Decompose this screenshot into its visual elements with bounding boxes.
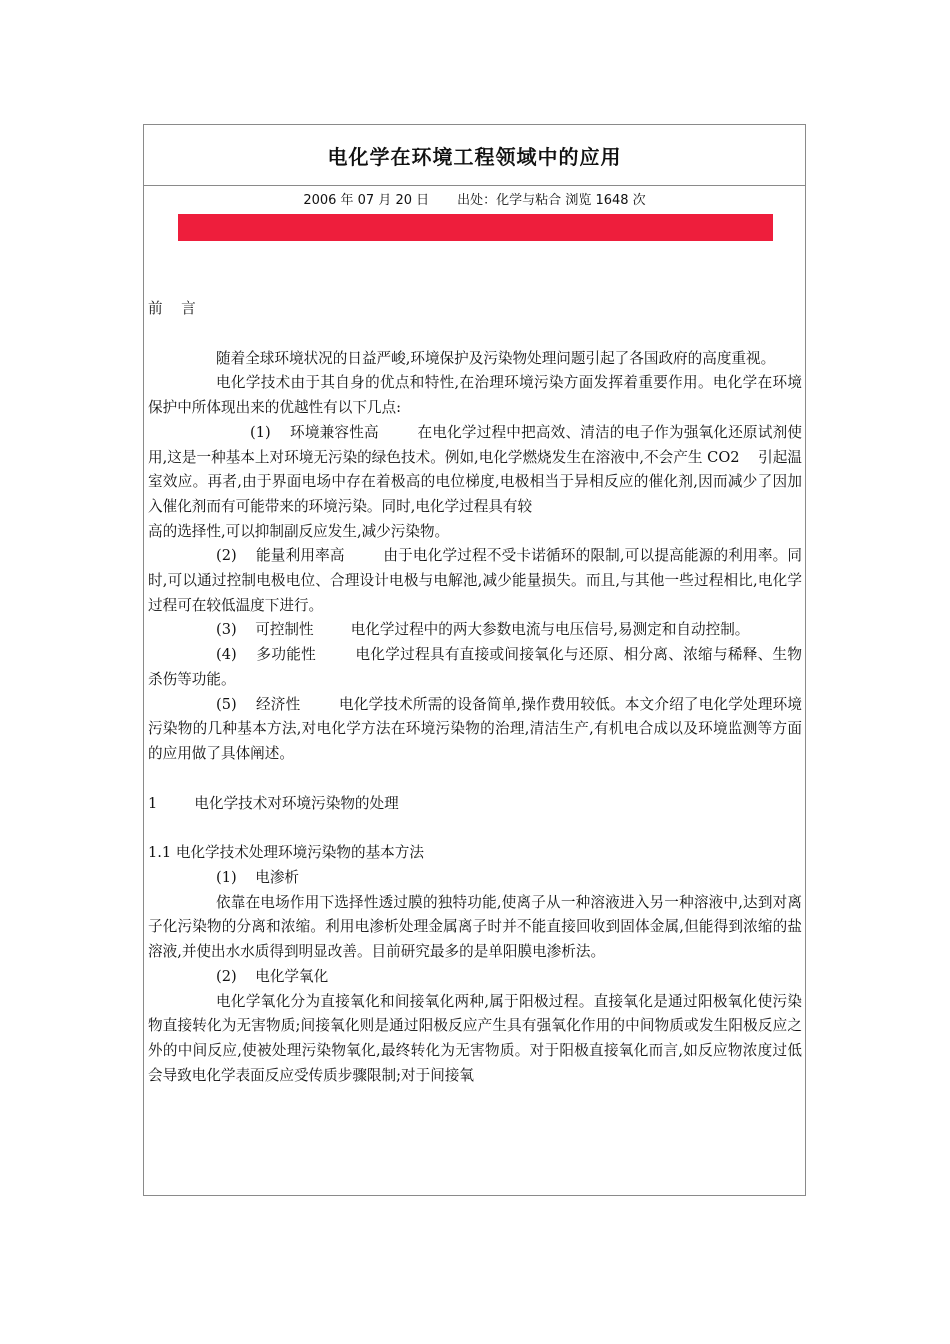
paragraph-3-cont: 高的选择性,可以抑制副反应发生,减少污染物。 — [148, 522, 450, 540]
source-label: 出处：化学与粘合 — [457, 193, 562, 208]
section-1-1-heading: 1.1 电化学技术处理环境污染物的基本方法 — [148, 844, 424, 862]
publish-date: 2006 年 07 月 20 日 — [303, 193, 430, 208]
paragraph-2: 电化学技术由于其自身的优点和特性,在治理环境污染方面发挥着重要作用。电化学在环境保护中所体现出来的优越性有以下几点: — [148, 374, 802, 417]
section-1-heading: 1 电化学技术对环境污染物的处理 — [148, 794, 399, 812]
article-frame — [143, 124, 806, 1196]
view-count: 浏览 1648 次 — [565, 193, 646, 208]
paragraph-3: (1) 环境兼容性高 在电化学过程中把高效、清洁的电子作为强氧化还原试剂使用,这是一种基本上对环境无污染的绿色技术。例如,电化学燃烧发生在溶液中,不会产生 CO2 引起温室效应。再者,由于界面电场中存在着极高的电位梯度,电极相当于异相反应的催化剂,因而减少了因加入催化剂而有可能带来的环境污染。同时,电化学过程具有较 — [148, 423, 802, 515]
paragraph-4: (2) 能量利用率高 由于电化学过程不受卡诺循环的限制,可以提高能源的利用率。同时,可以通过控制电极电位、合理设计电极与电解池,减少能量损失。而且,与其他一些过程相比,电化学过程可在较低温度下进行。 — [148, 547, 802, 614]
preface-heading: 前 言 — [148, 300, 196, 317]
paragraph-1: 随着全球环境状况的日益严峻,环境保护及污染物处理问题引起了各国政府的高度重视。 — [216, 349, 776, 367]
article-body — [148, 297, 802, 1088]
article-meta — [144, 191, 805, 211]
paragraph-6: (4) 多功能性 电化学过程具有直接或间接氧化与还原、相分离、浓缩与稀释、生物杀伤等功能。 — [148, 646, 802, 688]
paragraph-7: (5) 经济性 电化学技术所需的设备简单,操作费用较低。本文介绍了电化学处理环境污染物的几种基本方法,对电化学方法在环境污染物的治理,清洁生产,有机电合成以及环境监测等方面的应用做了具体阐述。 — [148, 695, 802, 762]
title-row — [144, 125, 805, 186]
article-title: 电化学在环境工程领域中的应用 — [327, 144, 622, 169]
paragraph-5: (3) 可控制性 电化学过程中的两大参数电流与电压信号,易测定和自动控制。 — [216, 621, 750, 639]
subsection-1-body: 依靠在电场作用下选择性透过膜的独特功能,使离子从一种溶液进入另一种溶液中,达到对离子化污染物的分离和浓缩。利用电渗析处理金属离子时并不能直接回收到固体金属,但能得到浓缩的盐溶液,并使出水水质得到明显改善。目前研究最多的是单阳膜电渗析法。 — [148, 893, 802, 961]
subsection-2-title: (2) 电化学氧化 — [216, 967, 329, 985]
subsection-2-body: 电化学氧化分为直接氧化和间接氧化两种,属于阳极过程。直接氧化是通过阳极氧化使污染物直接转化为无害物质;间接氧化则是通过阳极反应产生具有强氧化作用的中间物质或发生阳极反应之外的中间反应,使被处理污染物氧化,最终转化为无害物质。对于阳极直接氧化而言,如反应物浓度过低会导致电化学表面反应受传质步骤限制;对于间接氧 — [148, 992, 802, 1084]
subsection-1-title: (1) 电渗析 — [216, 869, 300, 887]
red-divider-bar — [178, 214, 773, 241]
